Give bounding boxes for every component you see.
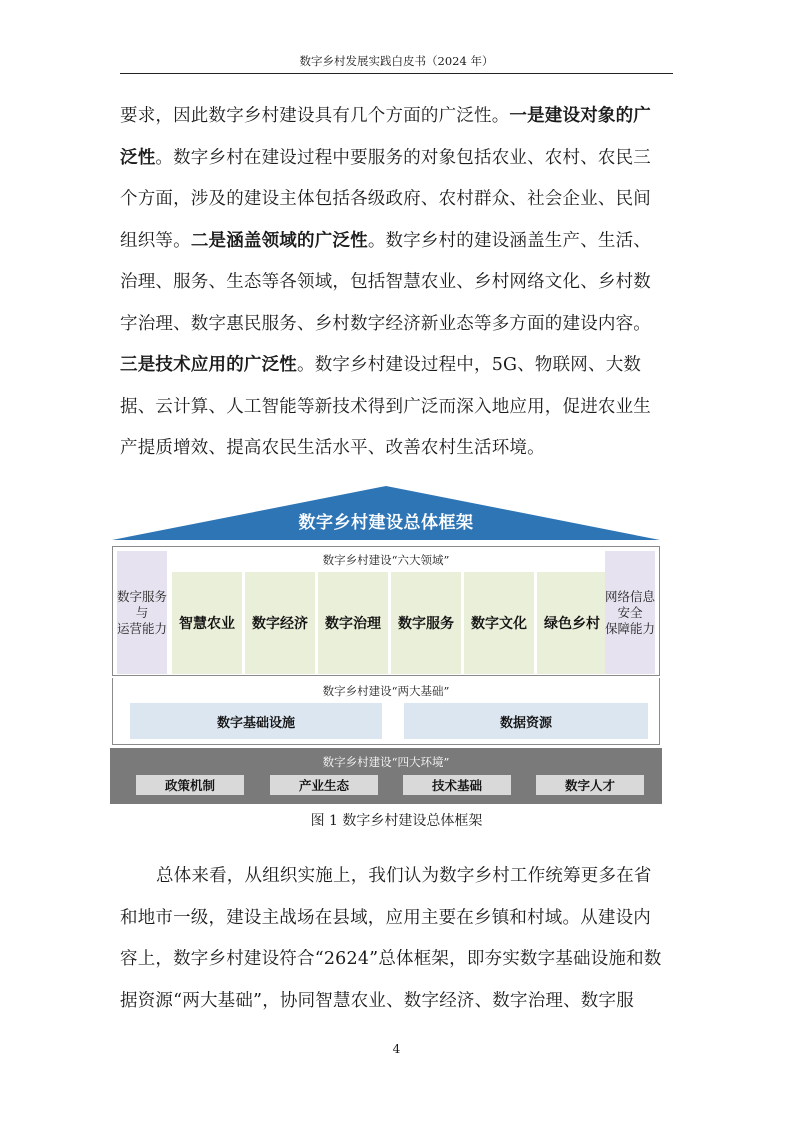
- running-header: 数字乡村发展实践白皮书（2024 年）: [120, 52, 673, 74]
- environment-cell: 技术基础: [403, 775, 511, 795]
- domain-cell: 数字经济: [245, 572, 315, 674]
- text-line: 个方面，涉及的建设主体包括各级政府、农村群众、社会企业、民间: [120, 189, 651, 209]
- text-line: 产提质增效、提高农民生活水平、改善农村生活环境。: [120, 438, 545, 458]
- base-cell: 数据资源: [404, 703, 648, 739]
- paragraph-breadth: [120, 96, 673, 470]
- environment-cell: 政策机制: [136, 775, 244, 795]
- domain-cell: 数字治理: [318, 572, 388, 674]
- text-line: 据资源“两大基础”，协同智慧农业、数字经济、数字治理、数字服: [120, 990, 634, 1011]
- text-line: 三是技术应用的广泛性。数字乡村建设过程中，5G、物联网、大数: [120, 355, 642, 375]
- bold-heading: 三是技术应用的广泛性: [120, 355, 297, 375]
- figure-caption: 图 1 数字乡村建设总体框架: [310, 813, 483, 829]
- four-environments-caption: 数字乡村建设“四大环境”: [322, 755, 450, 769]
- domain-cell: 数字服务: [391, 572, 461, 674]
- two-foundations-caption: 数字乡村建设“两大基础”: [322, 684, 450, 698]
- text-line: 据、云计算、人工智能等新技术得到广泛而深入地应用，促进农业生: [120, 396, 651, 417]
- six-domains-caption: 数字乡村建设“六大领域”: [322, 553, 450, 567]
- side-service-capability: [117, 551, 167, 674]
- bold-heading: 泛性: [120, 147, 156, 168]
- text-line: 和地市一级，建设主战场在县域，应用主要在乡镇和村域。从建设内: [120, 907, 651, 928]
- text-line: 总体来看，从组织实施上，我们认为数字乡村工作统筹更多在省: [156, 866, 652, 886]
- text-line: 治理、服务、生态等各领域，包括智慧农业、乡村网络文化、乡村数: [120, 272, 651, 292]
- framework-figure: [110, 484, 662, 806]
- two-foundations-box: [112, 678, 660, 745]
- side-security-capability: [605, 551, 655, 674]
- domain-cell: 绿色乡村: [537, 572, 607, 674]
- four-environments-box: [110, 748, 662, 804]
- side-right-text: 网络信息 安全 保障能力: [605, 588, 656, 636]
- text-line: 组织等。二是涵盖领域的广泛性。数字乡村的建设涵盖生产、生活、: [120, 230, 652, 251]
- side-left-text: 数字服务 与 运营能力: [117, 588, 168, 636]
- text-line: 字治理、数字惠民服务、乡村数字经济新业态等多方面的建设内容。: [120, 313, 651, 334]
- paragraph-overview: [120, 856, 673, 1022]
- domain-cell: 智慧农业: [172, 572, 242, 674]
- text-line: 容上，数字乡村建设符合“2624”总体框架，即夯实数字基础设施和数: [120, 949, 662, 969]
- bold-heading: 二是涵盖领域的广泛性: [190, 230, 368, 251]
- environment-cell: 数字人才: [536, 775, 644, 795]
- figure-roof-title: 数字乡村建设总体框架: [298, 513, 474, 533]
- text-line: 要求，因此数字乡村建设具有几个方面的广泛性。一是建设对象的广: [120, 106, 652, 126]
- bold-heading: 一是建设对象的广: [509, 106, 652, 126]
- base-cell: 数字基础设施: [130, 703, 382, 739]
- six-domains-box: [112, 546, 660, 676]
- environment-cell: 产业生态: [270, 775, 378, 795]
- page-number: 4: [392, 1042, 401, 1056]
- text-line: 泛性。数字乡村在建设过程中要服务的对象包括农业、农村、农民三: [120, 147, 652, 168]
- domain-cell: 数字文化: [464, 572, 534, 674]
